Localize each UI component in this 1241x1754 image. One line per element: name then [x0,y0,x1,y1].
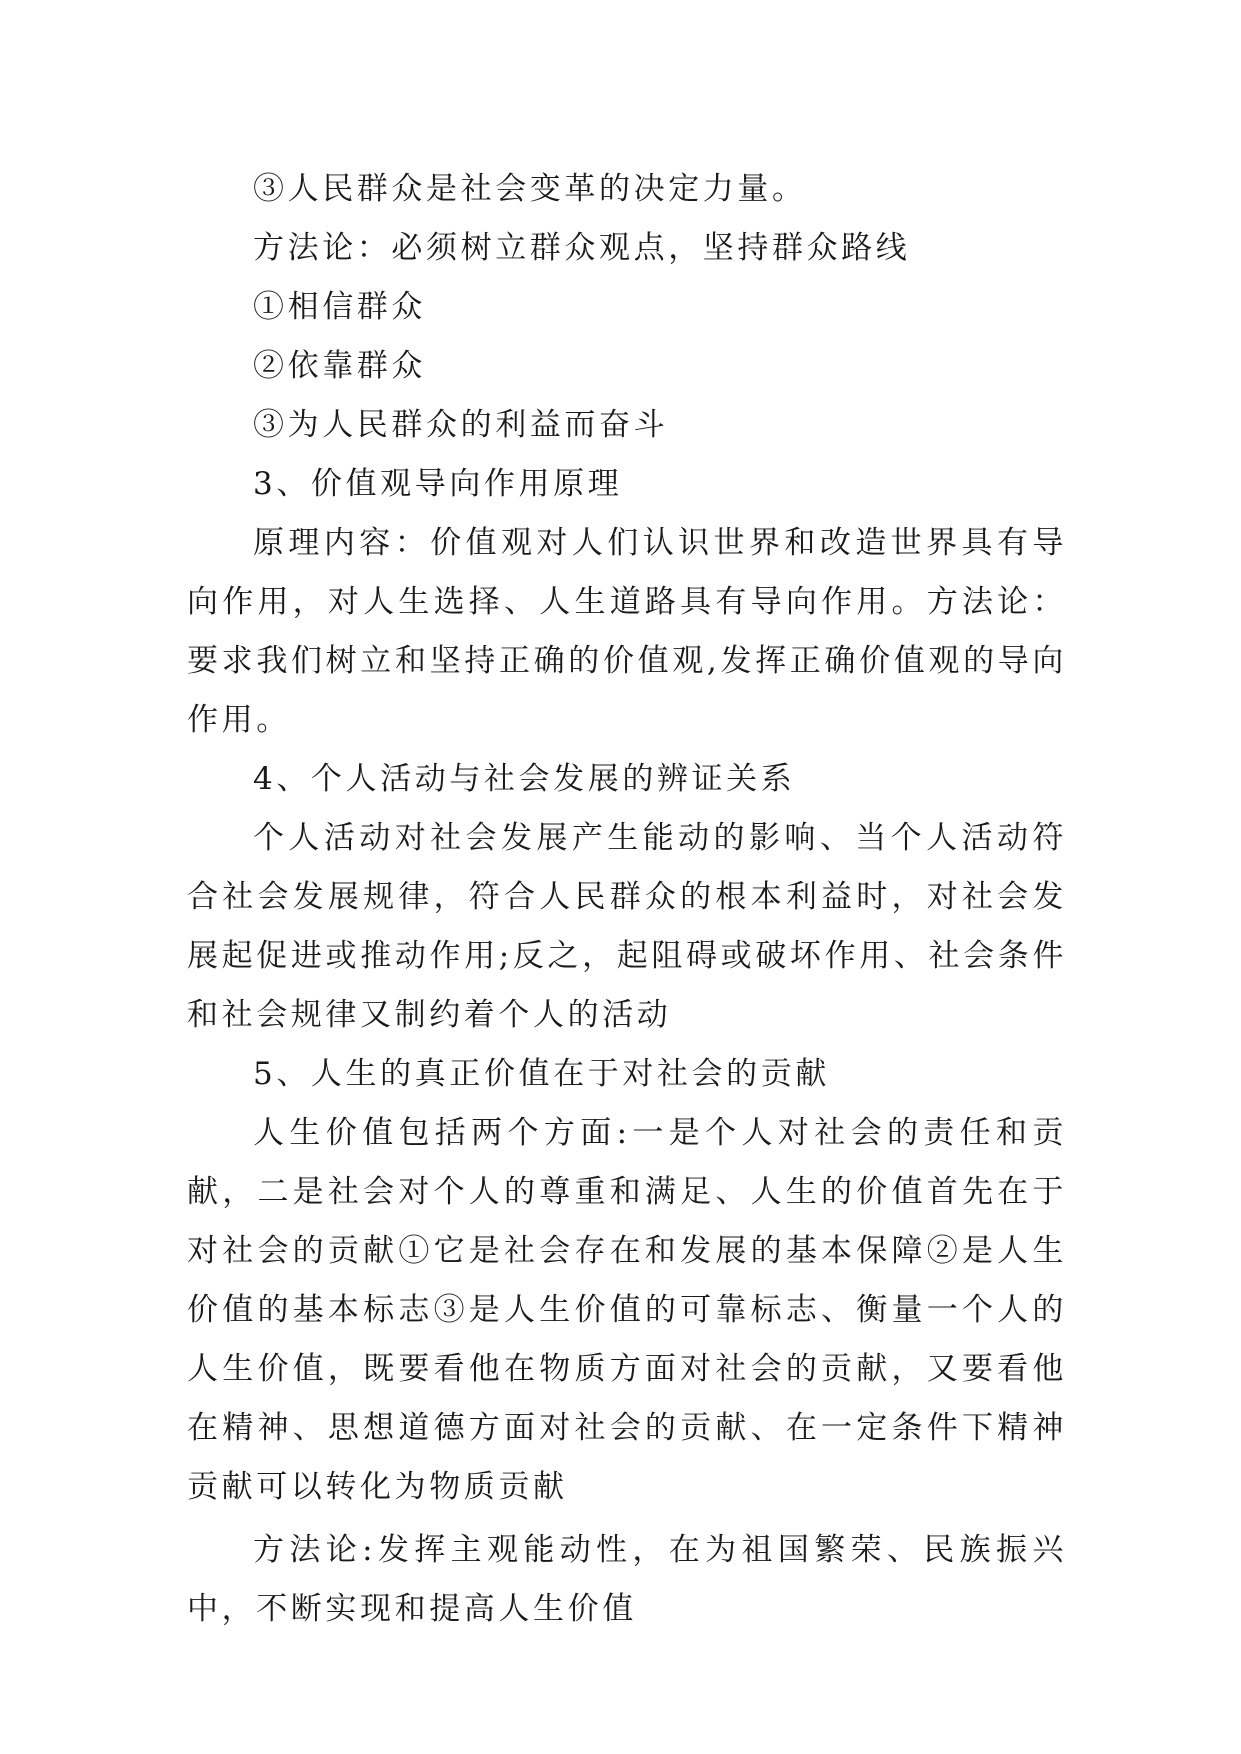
paragraph-rely-on-masses: ②依靠群众 [253,348,426,384]
paragraph-trust-masses: ①相信群众 [253,289,426,325]
section-heading-5-life-value: 5、人生的真正价值在于对社会的贡献 [253,1056,830,1092]
paragraph-point-3-masses-decisive-force: ③人民群众是社会变革的决定力量。 [253,171,807,207]
paragraph-life-value-content: 人生价值包括两个方面:一是个人对社会的责任和贡献，二是社会对个人的尊重和满足、人生的价值首先在于对社会的贡献①它是社会存在和发展的基本保障②是人生价值的基本标志③是人生价值的可靠标志、衡量一个人的人生价值，既要看他在物质方面对社会的贡献，又要看他在精神、思想道德方面对社会的贡献、在一定条件下精神贡献可以转化为物质贡献 [187,1115,1067,1505]
paragraph-values-guidance-content: 原理内容：价值观对人们认识世界和改造世界具有导向作用，对人生选择、人生道路具有导向作用。方法论：要求我们树立和坚持正确的价值观,发挥正确价值观的导向作用。 [187,525,1067,738]
section-heading-3-values-guidance: 3、价值观导向作用原理 [253,466,623,502]
section-heading-4-individual-society: 4、个人活动与社会发展的辨证关系 [253,761,796,797]
paragraph-strive-for-masses: ③为人民群众的利益而奋斗 [253,407,669,443]
document-body [187,160,1067,1639]
paragraph-individual-society-content: 个人活动对社会发展产生能动的影响、当个人活动符合社会发展规律，符合人民群众的根本利益时，对社会发展起促进或推动作用;反之，起阻碍或破坏作用、社会条件和社会规律又制约着个人的活动 [187,820,1067,1033]
paragraph-methodology-mass-line: 方法论：必须树立群众观点，坚持群众路线 [253,230,911,266]
paragraph-methodology-life-value: 方法论:发挥主观能动性，在为祖国繁荣、民族振兴中，不断实现和提高人生价值 [187,1532,1067,1627]
